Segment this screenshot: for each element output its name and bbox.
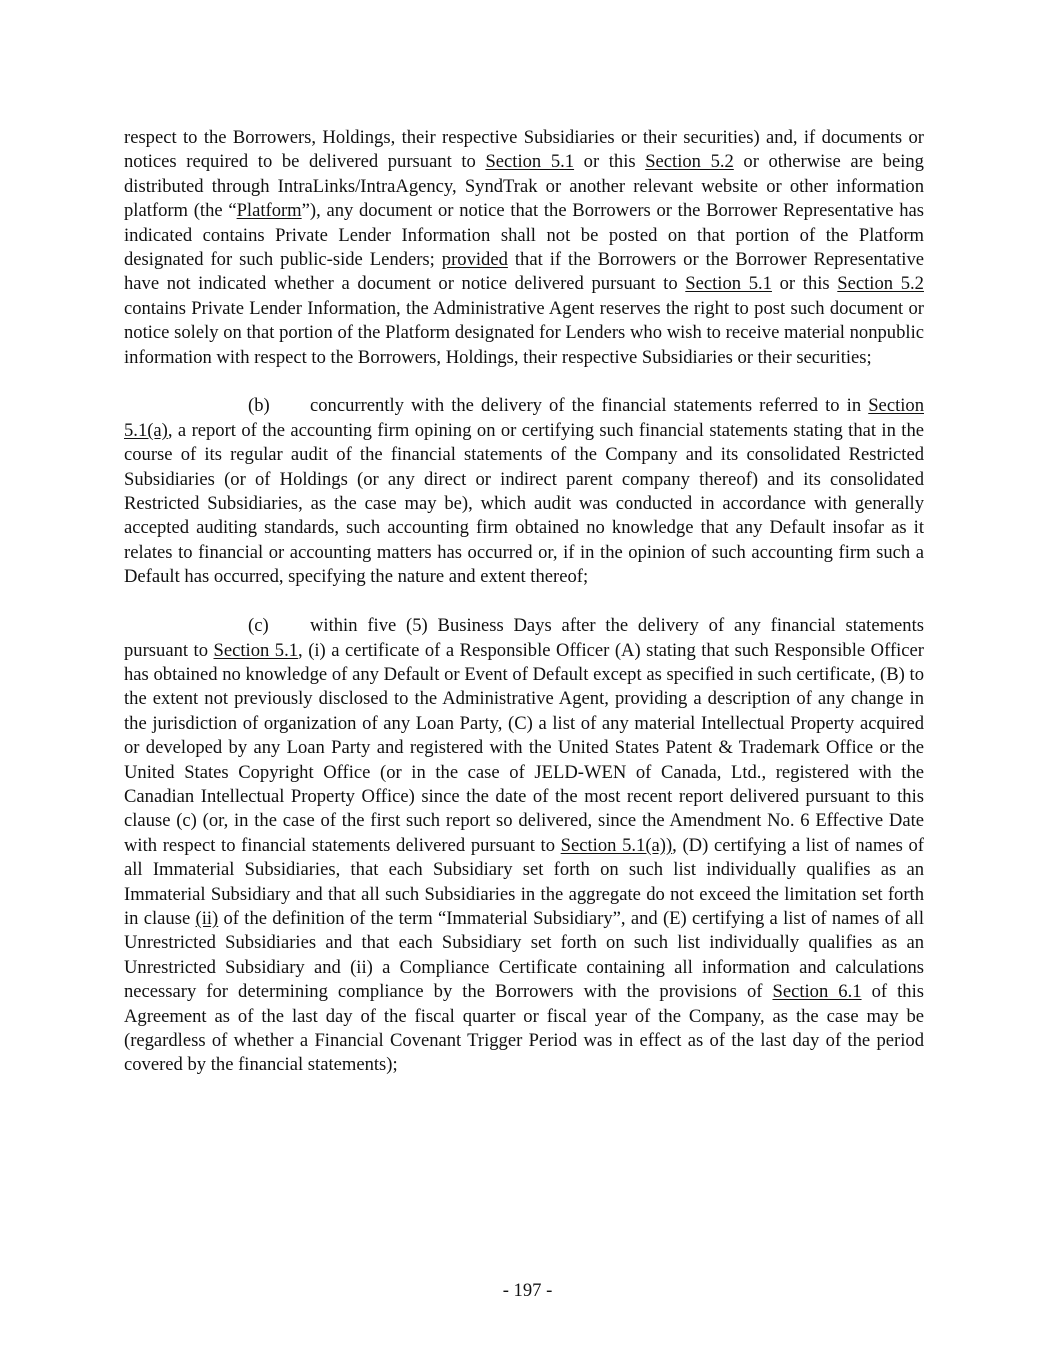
text-run: , a report of the accounting firm opining on or certifying such financial statements stating that in the course of its regular audit of the financial statements of the Company and its consolidated Restricted Subsidiaries (or of Holdings (or any direct or indirect parent company thereof) and its consolidated Restricted Subsidiaries, as the case may be), which audit was conducted in accordance with generally accepted auditing standards, such accounting firm obtained no knowledge that any Default insofar as it relates to financial or accounting matters has occurred or, if in the opinion of such accounting firm such a Default has occurred, specifying the nature and extent thereof; (124, 419, 924, 588)
text-run: concurrently with the delivery of the financial statements referred to in (310, 395, 869, 417)
clause-reference: (ii) (195, 907, 219, 929)
clause-marker: (b) (248, 395, 270, 417)
text-run: , (D) certifying a list of names of all Immaterial Subsidiaries, that each Subsidiary set forth on such list individually qualifies as an Immaterial Subsidiary and that all such Subsidiaries in the aggregate do not exceed the limitation set forth in clause (124, 834, 924, 929)
text-run: within five (5) Business Days after the delivery of any financial statements pursuant to (124, 615, 924, 661)
clause-marker: (c) (248, 615, 269, 637)
paragraph-b (124, 394, 924, 589)
text-run: or this (771, 273, 838, 295)
section-reference: Section 5.1 (213, 639, 299, 661)
text-run: respect to the Borrowers, Holdings, their respective Subsidiaries or their securities) and, if documents or notices required to be delivered pursuant to (124, 127, 924, 173)
section-reference: Section 5.1(a)) (560, 834, 673, 856)
section-reference: Section 5.1(a) (124, 395, 924, 441)
text-run: or this (574, 151, 646, 173)
section-reference: Section 5.1 (685, 273, 772, 295)
text-run: , (i) a certificate of a Responsible Officer (A) stating that such Responsible Officer has obtained no knowledge of any Default or Event of Default except as specified in such certificate, (B) to the extent not previously disclosed to the Administrative Agent, providing a description of any change in the jurisdiction of organization of any Loan Party, (C) a list of any material Intellectual Property acquired or developed by any Loan Party and registered with the United States Patent & Trademark Office or the United States Copyright Office (or in the case of JELD-WEN of Canada, Ltd., registered with the Canadian Intellectual Property Office) since the date of the most recent report delivered pursuant to this clause (c) (or, in the case of the first such report so delivered, since the Amendment No. 6 Effective Date with respect to financial statements delivered pursuant to (124, 639, 924, 856)
text-run: ”), any document or notice that the Borrowers or the Borrower Representative has indicated contains Private Lender Information shall not be posted on that portion of the Platform designated for such public-side Lenders; (124, 200, 924, 271)
section-reference: Section 6.1 (772, 981, 862, 1003)
section-reference: Section 5.2 (837, 273, 924, 295)
document-page (124, 126, 924, 1078)
page-number: - 197 - (502, 1280, 553, 1301)
defined-term: Platform (236, 200, 302, 222)
defined-term: provided (441, 249, 508, 271)
section-reference: Section 5.1 (485, 151, 575, 173)
paragraph-a-continued (124, 126, 924, 370)
text-run: of this Agreement as of the last day of the fiscal quarter or fiscal year of the Company, as the case may be (regardless of whether a Financial Covenant Trigger Period was in effect as of the last day of the period covered by the financial statements); (124, 981, 924, 1076)
text-run: that if the Borrowers or the Borrower Representative have not indicated whether a document or notice delivered pursuant to (124, 249, 924, 295)
text-run: or otherwise are being distributed through IntraLinks/IntraAgency, SyndTrak or another relevant website or other information platform (the “ (124, 151, 924, 222)
section-reference: Section 5.2 (645, 151, 734, 173)
text-run: of the definition of the term “Immaterial Subsidiary”, and (E) certifying a list of names of all Unrestricted Subsidiaries and that each Subsidiary set forth on such list individually qualifies as an Unrestricted Subsidiary and (ii) a Compliance Certificate containing all information and calculations necessary for determining compliance by the Borrowers with the provisions of (124, 907, 925, 1003)
paragraph-c (124, 614, 924, 1078)
text-run: contains Private Lender Information, the Administrative Agent reserves the right to post such document or notice solely on that portion of the Platform designated for Lenders who wish to receive material nonpublic information with respect to the Borrowers, Holdings, their respective Subsidiaries or their securities; (124, 297, 924, 368)
